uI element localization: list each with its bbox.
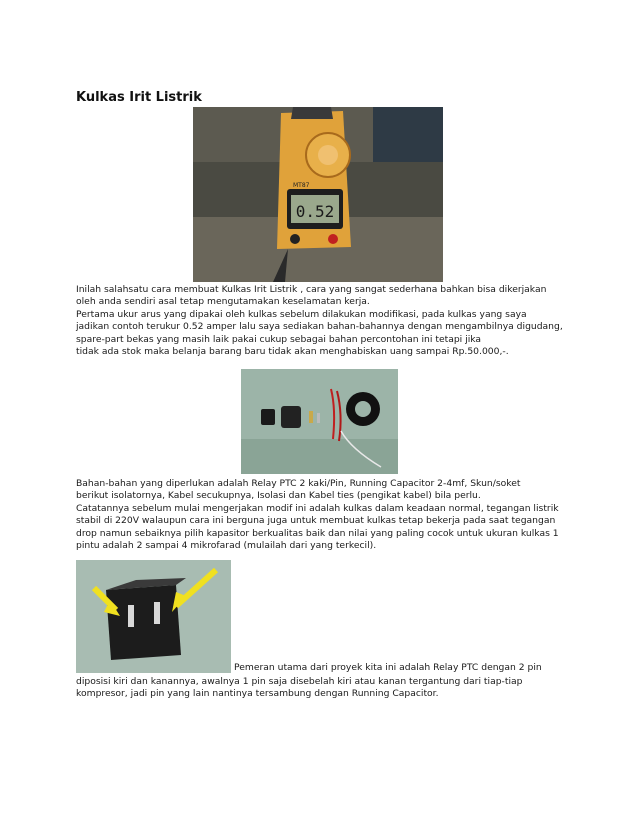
materials-line: Catatannya sebelum mulai mengerjakan modif ini adalah kulkas dalam keadaan normal, tegangan listrik — [76, 502, 559, 514]
intro-paragraph — [76, 284, 563, 358]
materials-paragraph — [76, 478, 559, 552]
materials-line: Bahan-bahan yang diperlukan adalah Relay PTC 2 kaki/Pin, Running Capacitor 2-4mf, Skun/soket — [76, 478, 521, 489]
materials-line: stabil di 220V walaupun cara ini berguna juga untuk membuat kulkas tetap bekerja pada saat tegangan — [76, 515, 556, 527]
page-title: Kulkas Irit Listrik — [76, 90, 202, 105]
materials-photo — [241, 369, 398, 474]
multimeter-photo — [193, 107, 443, 282]
meter-display-reading: 0.52 — [295, 202, 335, 221]
intro-line: Pertama ukur arus yang dipakai oleh kulkas sebelum dilakukan modifikasi, pada kulkas yang saya — [76, 308, 527, 320]
intro-line: tidak ada stok maka belanja barang baru tidak akan menghabiskan uang sampai Rp.50.000,-. — [76, 346, 509, 358]
intro-line: oleh anda sendiri asal tetap mengutamakan keselamatan kerja. — [76, 296, 370, 308]
relay-caption-first-line — [234, 662, 542, 674]
meter-model-label: MT87 — [293, 182, 310, 189]
relay-line: kompresor, jadi pin yang lain nantinya tersambung dengan Running Capacitor. — [76, 688, 439, 700]
relay-caption-text: Pemeran utama dari proyek kita ini adalah Relay PTC dengan 2 pin — [234, 662, 542, 673]
relay-paragraph — [76, 676, 522, 701]
materials-line: drop namun sebaiknya pilih kapasitor berkualitas baik dan nilai yang paling cocok untuk ukuran kulkas 1 — [76, 527, 559, 539]
materials-line: berikut isolatornya, Kabel secukupnya, Isolasi dan Kabel ties (pengikat kabel) bila perlu. — [76, 490, 481, 502]
intro-line: jadikan contoh terukur 0.52 amper lalu saya sediakan bahan-bahannya dengan mengambilnya digudang, — [76, 321, 563, 333]
intro-line: Inilah salahsatu cara membuat Kulkas Irit Listrik , cara yang sangat sederhana bahkan bisa dikerjakan — [76, 284, 547, 295]
relay-line: diposisi kiri dan kanannya, awalnya 1 pin saja disebelah kiri atau kanan tergantung dari tiap-tiap — [76, 676, 523, 687]
relay-ptc-photo — [76, 560, 231, 673]
materials-line: pintu adalah 2 sampai 4 mikrofarad (mulailah dari yang terkecil). — [76, 540, 377, 552]
intro-line: spare-part bekas yang masih laik pakai cukup sebagai bahan percontohan ini tetapi jika — [76, 333, 482, 345]
